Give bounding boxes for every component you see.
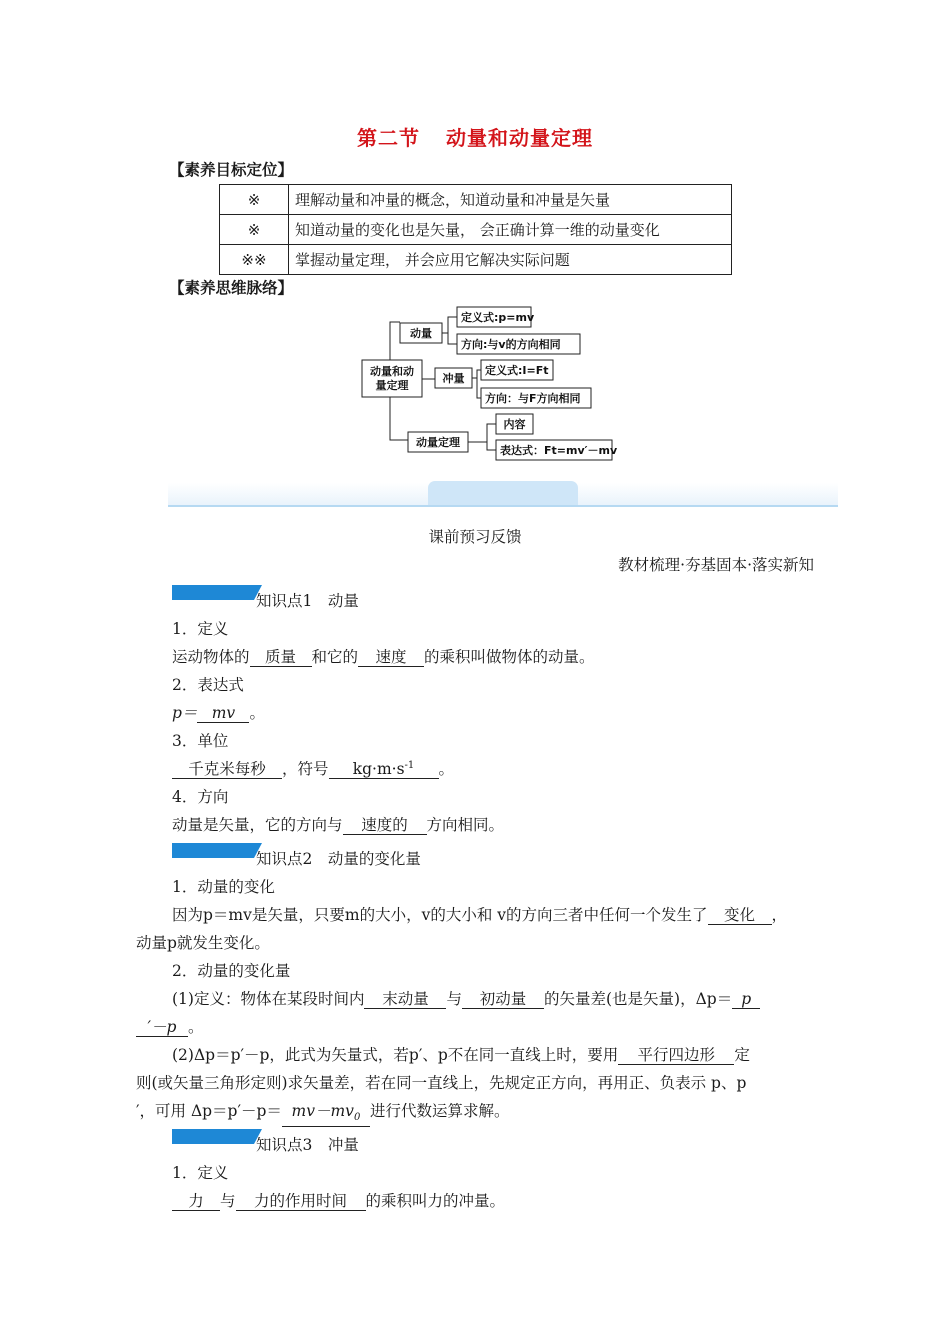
goals-heading: 【素养目标定位】 — [169, 160, 294, 179]
kp1-line3: 千克米每秒 ，符号 $kg\cdot m\cdot s^{-1}$ 。 — [172, 757, 454, 779]
banner-heading: 课前预习反馈 — [428, 528, 522, 546]
kp1-label: 知识点1 动量 — [256, 592, 359, 610]
node-expression: 表达式：Ft=mv′－mv — [500, 444, 618, 457]
concept-mindmap — [360, 300, 620, 465]
kp2-p1-cont: 动量p就发生变化。 — [136, 934, 270, 952]
blank-unit-symbol: $kg\cdot m\cdot s^{-1}$ — [329, 757, 439, 779]
kp2-label: 知识点2 动量的变化量 — [256, 850, 421, 868]
blank-delta-p-2: ′－p — [136, 1019, 188, 1037]
kp1-s3: 3．单位 — [172, 732, 229, 750]
goal-row — [220, 215, 732, 245]
blank-unit-name: 千克米每秒 — [172, 761, 282, 779]
kp3-line1: 力 与 力的作用时间 的乘积叫力的冲量。 — [172, 1189, 505, 1211]
goal-mark: ※ — [220, 215, 289, 245]
node-impulse-def: 定义式:I=Ft — [485, 364, 549, 377]
goal-mark: ※※ — [220, 245, 289, 275]
node-momentum: 动量 — [410, 327, 432, 340]
kp3-s1: 1．定义 — [172, 1164, 229, 1182]
kp1-s1: 1．定义 — [172, 620, 229, 638]
blank-mv-diff: $mv-mv_0$ — [282, 1103, 370, 1127]
kp2-p3: (2)Δp＝p′－p，此式为矢量式，若p′、p不在同一直线上时，要用 平行四边形 定 — [172, 1046, 750, 1064]
kp2-p2-cont: ′－p 。 — [136, 1015, 204, 1037]
blank-velocity: 速度 — [358, 649, 424, 667]
node-momentum-dir: 方向:与v的方向相同 — [461, 338, 561, 351]
kp2-p3-line3: ′，可用 $\Delta p=p'-p= mv-mv_0$ 进行代数运算求解。 — [136, 1099, 509, 1127]
blank-force-time: 力的作用时间 — [236, 1193, 366, 1211]
blank-final-momentum: 末动量 — [364, 991, 446, 1009]
kp1-bar — [172, 585, 254, 600]
kp2-p3-line2: 则(或矢量三角形定则)求矢量差，若在同一直线上，先规定正方向，再用正、负表示 p、p — [136, 1074, 747, 1092]
kp1-line1: 运动物体的 质量 和它的 速度 的乘积叫做物体的动量。 — [172, 648, 595, 666]
banner-line — [168, 505, 838, 507]
node-impulse-dir: 方向：与F方向相同 — [485, 392, 581, 405]
kp3-label: 知识点3 冲量 — [256, 1136, 359, 1154]
kp1-s2: 2．表达式 — [172, 676, 244, 694]
node-content: 内容 — [503, 418, 526, 431]
node-momentum-def: 定义式:p=mv — [461, 311, 535, 324]
kp1-s4: 4．方向 — [172, 788, 229, 806]
kp1-line2: p＝ mv 。 — [172, 704, 265, 722]
goal-text: 理解动量和冲量的概念，知道动量和冲量是矢量 — [289, 185, 732, 215]
title-part1: 第二节 — [357, 126, 420, 150]
goal-text: 掌握动量定理， 并会应用它解决实际问题 — [289, 245, 732, 275]
goals-table — [219, 184, 732, 275]
mindmap-heading: 【素养思维脉络】 — [169, 278, 294, 297]
node-root-line1: 动量和动 — [370, 365, 414, 378]
banner-subheading: 教材梳理·夯基固本·落实新知 — [618, 556, 814, 574]
node-impulse: 冲量 — [442, 372, 465, 385]
kp2-p2: (1)定义：物体在某段时间内 末动量 与 初动量 的矢量差(也是矢量)，Δp＝ p — [172, 987, 760, 1009]
blank-force: 力 — [172, 1193, 220, 1211]
blank-mv: mv — [197, 705, 249, 723]
goal-mark: ※ — [220, 185, 289, 215]
goal-row — [220, 185, 732, 215]
blank-mass: 质量 — [250, 649, 312, 667]
banner-tab — [428, 481, 578, 506]
blank-change: 变化 — [708, 907, 772, 925]
section-title — [0, 122, 950, 151]
title-part2: 动量和动量定理 — [446, 126, 593, 150]
kp2-s1: 1．动量的变化 — [172, 878, 275, 896]
node-root-line2: 量定理 — [375, 379, 409, 392]
goal-row — [220, 245, 732, 275]
blank-direction: 速度的 — [343, 817, 427, 835]
blank-initial-momentum: 初动量 — [462, 991, 544, 1009]
blank-parallelogram: 平行四边形 — [618, 1047, 734, 1065]
kp2-bar — [172, 843, 254, 858]
kp2-p1: 因为p＝mv是矢量，只要m的大小，v的大小和 v的方向三者中任何一个发生了 变化 ， — [172, 906, 788, 924]
kp3-bar — [172, 1129, 254, 1144]
goal-text: 知道动量的变化也是矢量， 会正确计算一维的动量变化 — [289, 215, 732, 245]
node-theorem: 动量定理 — [416, 436, 460, 449]
blank-delta-p-1: p — [732, 991, 760, 1009]
kp2-s2: 2．动量的变化量 — [172, 962, 291, 980]
kp1-line4: 动量是矢量，它的方向与 速度的 方向相同。 — [172, 816, 505, 834]
